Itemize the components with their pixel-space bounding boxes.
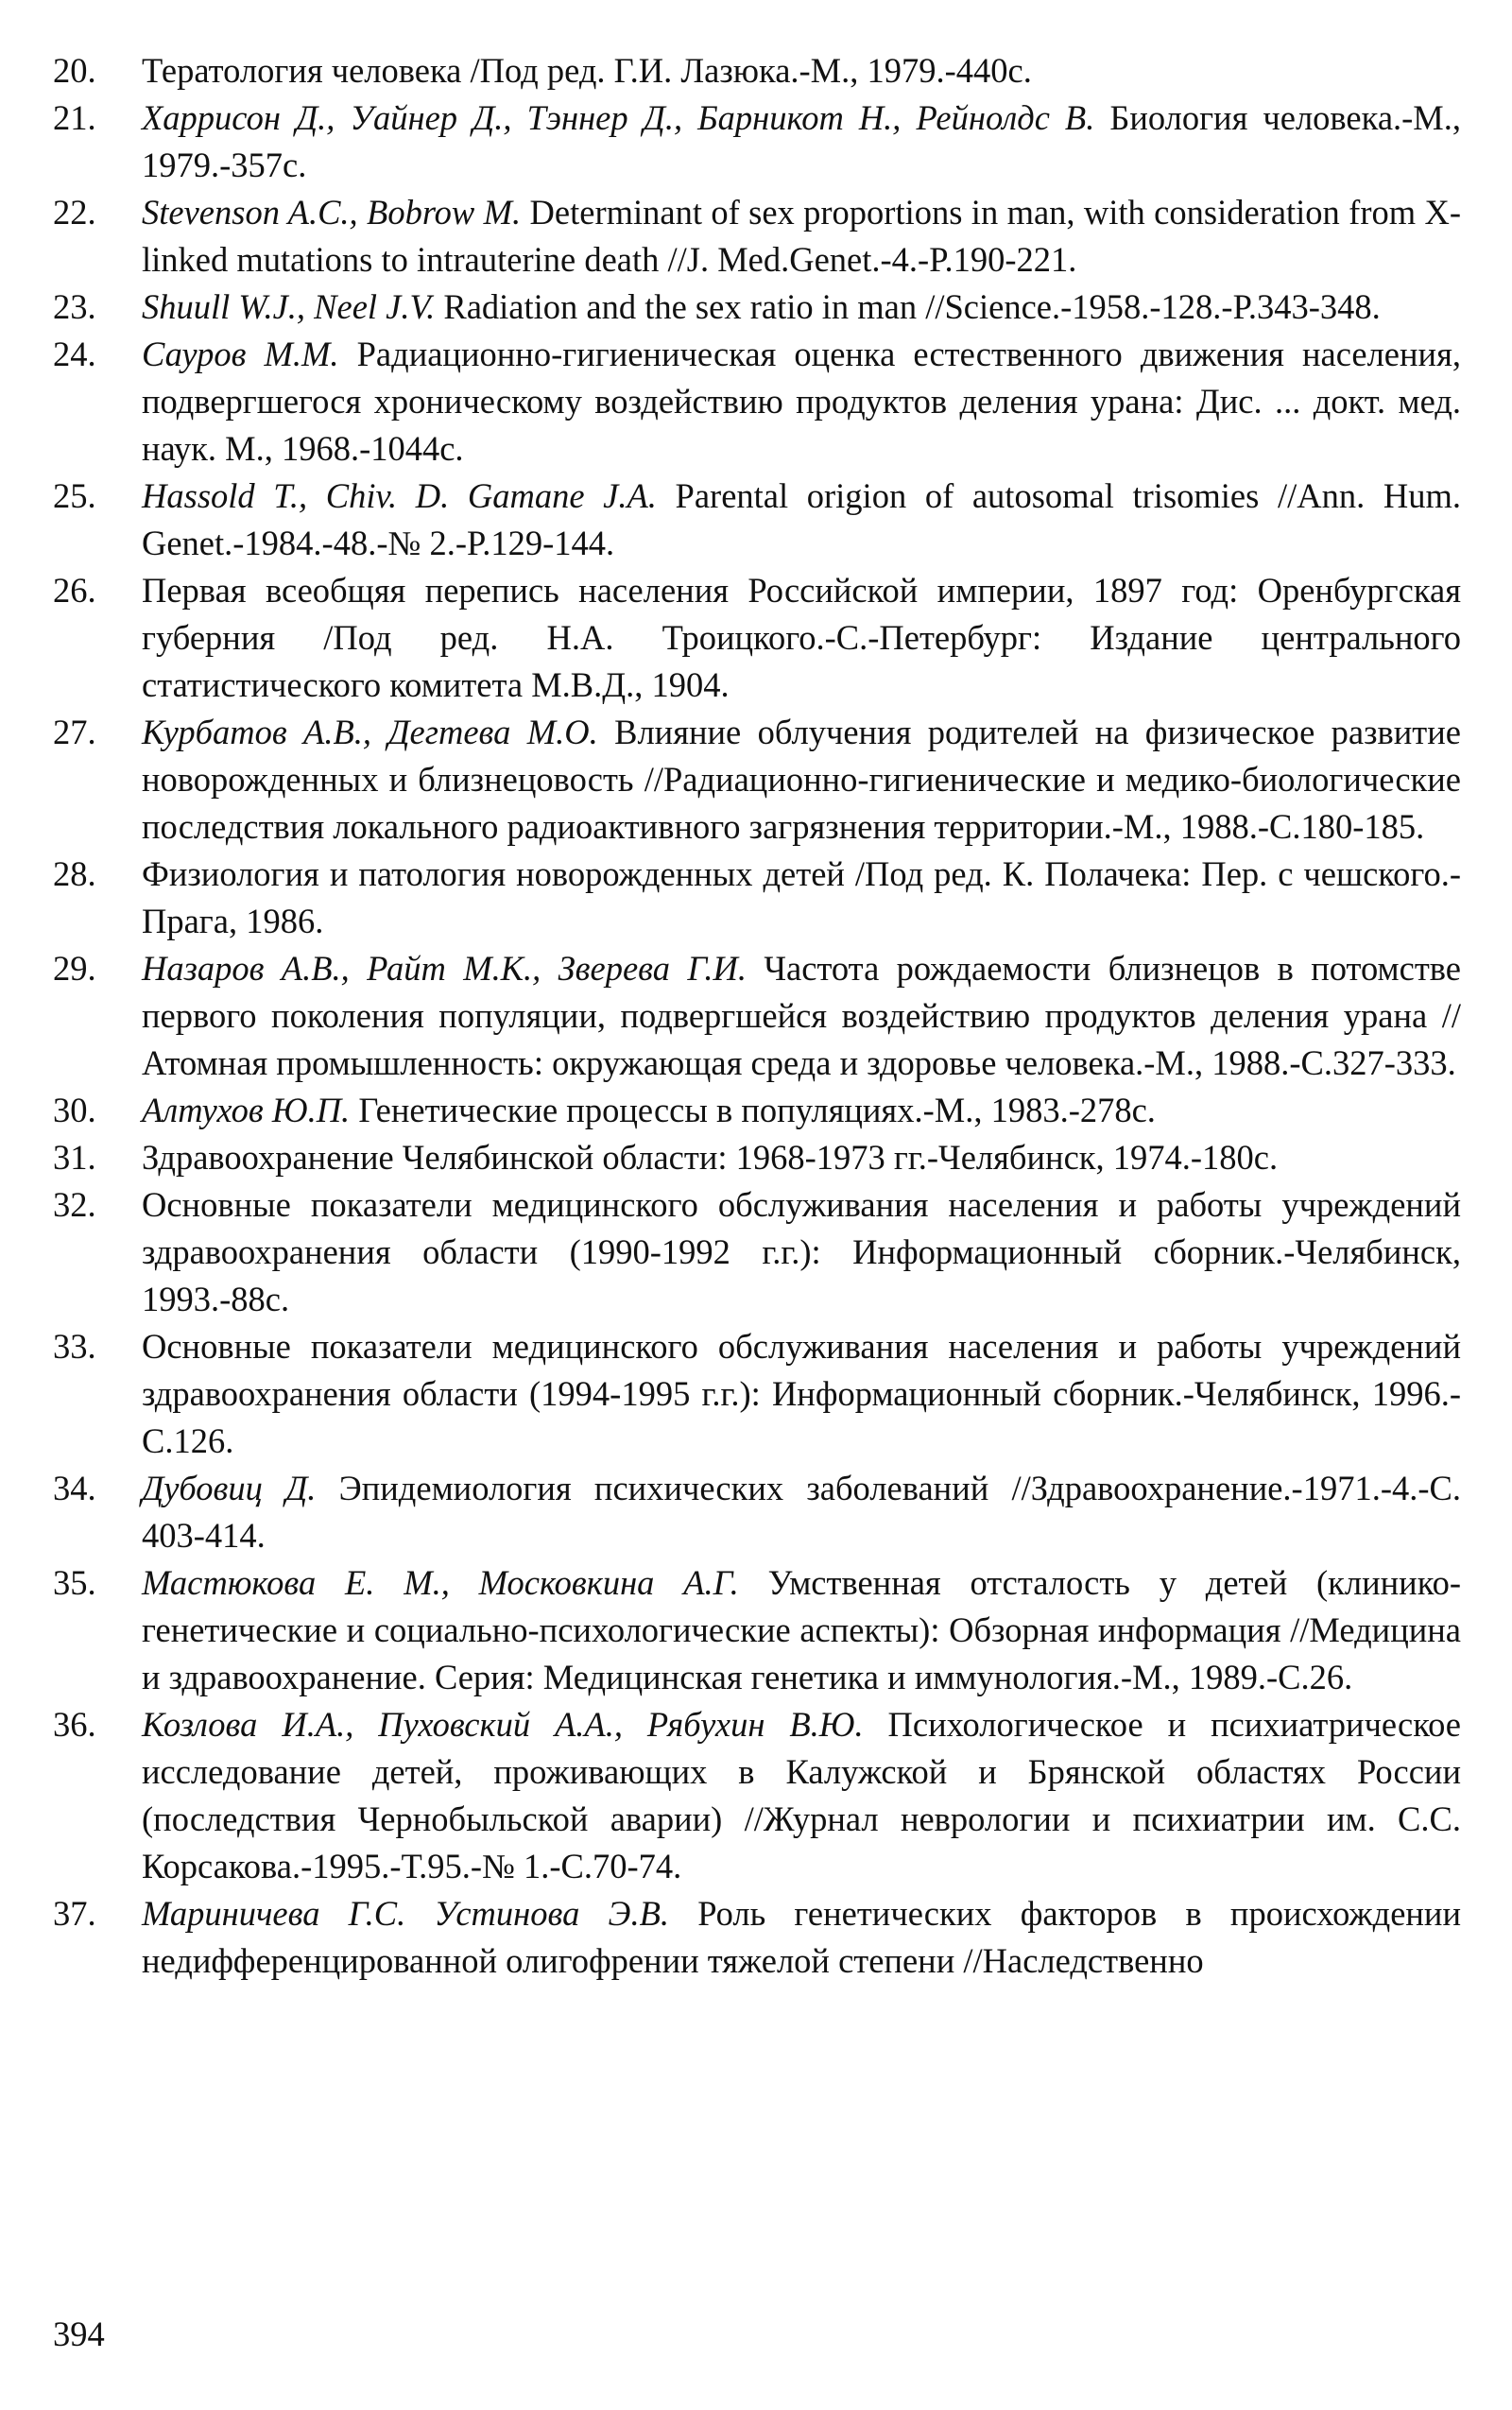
reference-text: Биология человека.-М., 1979.-357с. bbox=[142, 98, 1461, 184]
reference-item bbox=[53, 1701, 1461, 1890]
reference-authors: Сауров М.М. bbox=[142, 335, 339, 373]
reference-item bbox=[53, 473, 1461, 567]
reference-item bbox=[53, 1087, 1461, 1134]
reference-authors: Козлова И.А., Пуховский А.А., Рябухин В.Ю. bbox=[142, 1705, 864, 1744]
reference-item bbox=[53, 851, 1461, 945]
reference-authors: Курбатов А.В., Дегтева М.О. bbox=[142, 713, 598, 751]
reference-body bbox=[142, 1087, 1461, 1134]
reference-text: Radiation and the sex ratio in man //Science.-1958.-128.-P.343-348. bbox=[435, 287, 1381, 326]
reference-item bbox=[53, 1134, 1461, 1181]
reference-body bbox=[142, 1701, 1461, 1890]
reference-item bbox=[53, 95, 1461, 189]
reference-number: 33. bbox=[53, 1327, 96, 1366]
reference-item bbox=[53, 331, 1461, 473]
reference-number: 27. bbox=[53, 713, 96, 751]
reference-text: Основные показатели медицинского обслуживания населения и работы учреждений здравоохранения области (1994-1995 г.г.): Информационный сборник.-Челябинск, 1996.-С.126. bbox=[142, 1327, 1461, 1460]
reference-body bbox=[142, 1890, 1461, 1985]
reference-number: 28. bbox=[53, 854, 96, 893]
reference-item bbox=[53, 1465, 1461, 1559]
reference-item bbox=[53, 47, 1461, 95]
reference-item bbox=[53, 709, 1461, 851]
reference-number: 30. bbox=[53, 1091, 96, 1129]
reference-authors: Hassold T., Chiv. D. Gamane J.A. bbox=[142, 476, 657, 515]
reference-number: 24. bbox=[53, 335, 96, 373]
reference-number: 25. bbox=[53, 476, 96, 515]
reference-item bbox=[53, 1559, 1461, 1701]
reference-authors: Дубовиц Д. bbox=[142, 1469, 317, 1507]
reference-item bbox=[53, 1890, 1461, 1985]
reference-authors: Мариничева Г.С. Устинова Э.В. bbox=[142, 1894, 669, 1933]
reference-text: Determinant of sex proportions in man, with consideration from X-linked mutations to intrauterine death //J. Med.Genet.-4.-P.190-221. bbox=[142, 193, 1461, 279]
reference-authors: Мастюкова Е. М., Московкина А.Г. bbox=[142, 1563, 739, 1602]
reference-text: Генетические процессы в популяциях.-М., 1983.-278с. bbox=[350, 1091, 1156, 1129]
reference-text: Тератология человека /Под ред. Г.И. Лазюка.-М., 1979.-440с. bbox=[142, 51, 1032, 90]
reference-item bbox=[53, 945, 1461, 1087]
page-number: 394 bbox=[53, 2315, 105, 2353]
reference-authors: Алтухов Ю.П. bbox=[142, 1091, 351, 1129]
reference-body bbox=[142, 284, 1461, 331]
reference-body bbox=[142, 95, 1461, 189]
reference-item bbox=[53, 284, 1461, 331]
reference-number: 29. bbox=[53, 949, 96, 988]
reference-item bbox=[53, 1323, 1461, 1465]
reference-text: Физиология и патология новорожденных детей /Под ред. К. Полачека: Пер. с чешского.-Прага, 1986. bbox=[142, 854, 1461, 940]
reference-authors: Stevenson A.C., Bobrow M. bbox=[142, 193, 522, 232]
reference-number: 34. bbox=[53, 1469, 96, 1507]
reference-text: Первая всеобщяя перепись населения Российской империи, 1897 год: Оренбургская губерния /Под ред. Н.А. Троицкого.-С.-Петербург: Издание центрального статистического комитета М.В.Д., 1904. bbox=[142, 571, 1461, 704]
reference-body bbox=[142, 709, 1461, 851]
reference-text: Здравоохранение Челябинской области: 1968-1973 гг.-Челябинск, 1974.-180с. bbox=[142, 1138, 1279, 1177]
reference-number: 31. bbox=[53, 1138, 96, 1177]
reference-text: Эпидемиология психических заболеваний //Здравоохранение.-1971.-4.-С. 403-414. bbox=[142, 1469, 1461, 1555]
reference-authors: Харрисон Д., Уайнер Д., Тэннер Д., Барникот Н., Рейнолдс В. bbox=[142, 98, 1095, 137]
reference-number: 37. bbox=[53, 1894, 96, 1933]
reference-number: 21. bbox=[53, 98, 96, 137]
reference-item bbox=[53, 189, 1461, 284]
reference-page bbox=[53, 47, 1461, 1985]
reference-number: 23. bbox=[53, 287, 96, 326]
reference-text: Parental origion of autosomal trisomies //Ann. Hum. Genet.-1984.-48.-№ 2.-P.129-144. bbox=[142, 476, 1461, 562]
reference-text: Психологическое и психиатрическое исследование детей, проживающих в Калужской и Брянской областях России (последствия Чернобыльской аварии) //Журнал неврологии и психиатрии им. С.С. Корсакова.-1995.-Т.95.-№ 1.-С.70-74. bbox=[142, 1705, 1462, 1885]
reference-number: 32. bbox=[53, 1185, 96, 1224]
reference-number: 20. bbox=[53, 51, 96, 90]
reference-text: Влияние облучения родителей на физическое развитие новорожденных и близнецовость //Радиационно-гигиенические и медико-биологические последствия локального радиоактивного загрязнения территории.-М., 1988.-С.180-185. bbox=[142, 713, 1461, 846]
reference-item bbox=[53, 567, 1461, 709]
reference-number: 36. bbox=[53, 1705, 96, 1744]
reference-body bbox=[142, 945, 1461, 1087]
reference-text: Радиационно-гигиеническая оценка естественного движения населения, подвергшегося хроническому воздействию продуктов деления урана: Дис. ... докт. мед. наук. М., 1968.-1044с. bbox=[142, 335, 1461, 468]
reference-list bbox=[53, 47, 1461, 1985]
reference-body bbox=[142, 189, 1461, 284]
reference-number: 22. bbox=[53, 193, 96, 232]
reference-number: 26. bbox=[53, 571, 96, 610]
reference-text: Роль генетических факторов в происхождении недифференцированной олигофрении тяжелой степени //Наследственно bbox=[142, 1894, 1462, 1980]
reference-body bbox=[142, 473, 1461, 567]
reference-body bbox=[142, 1559, 1461, 1701]
reference-body bbox=[142, 1465, 1461, 1559]
reference-text: Умственная отсталость у детей (клинико-генетические и социально-психологические аспекты): Обзорная информация //Медицина и здравоохранение. Серия: Медицинская генетика и иммунология.-М., 1989.-С.26. bbox=[142, 1563, 1461, 1696]
reference-body bbox=[142, 331, 1461, 473]
reference-text: Основные показатели медицинского обслуживания населения и работы учреждений здравоохранения области (1990-1992 г.г.): Информационный сборник.-Челябинск, 1993.-88с. bbox=[142, 1185, 1461, 1318]
reference-item bbox=[53, 1181, 1461, 1323]
reference-authors: Назаров А.В., Райт М.К., Зверева Г.И. bbox=[142, 949, 747, 988]
reference-text: Частота рождаемости близнецов в потомстве первого поколения популяции, подвергшейся воздействию продуктов деления урана //Атомная промышленность: окружающая среда и здоровье человека.-М., 1988.-С.327-333. bbox=[142, 949, 1461, 1082]
reference-authors: Shuull W.J., Neel J.V. bbox=[142, 287, 436, 326]
reference-number: 35. bbox=[53, 1563, 96, 1602]
